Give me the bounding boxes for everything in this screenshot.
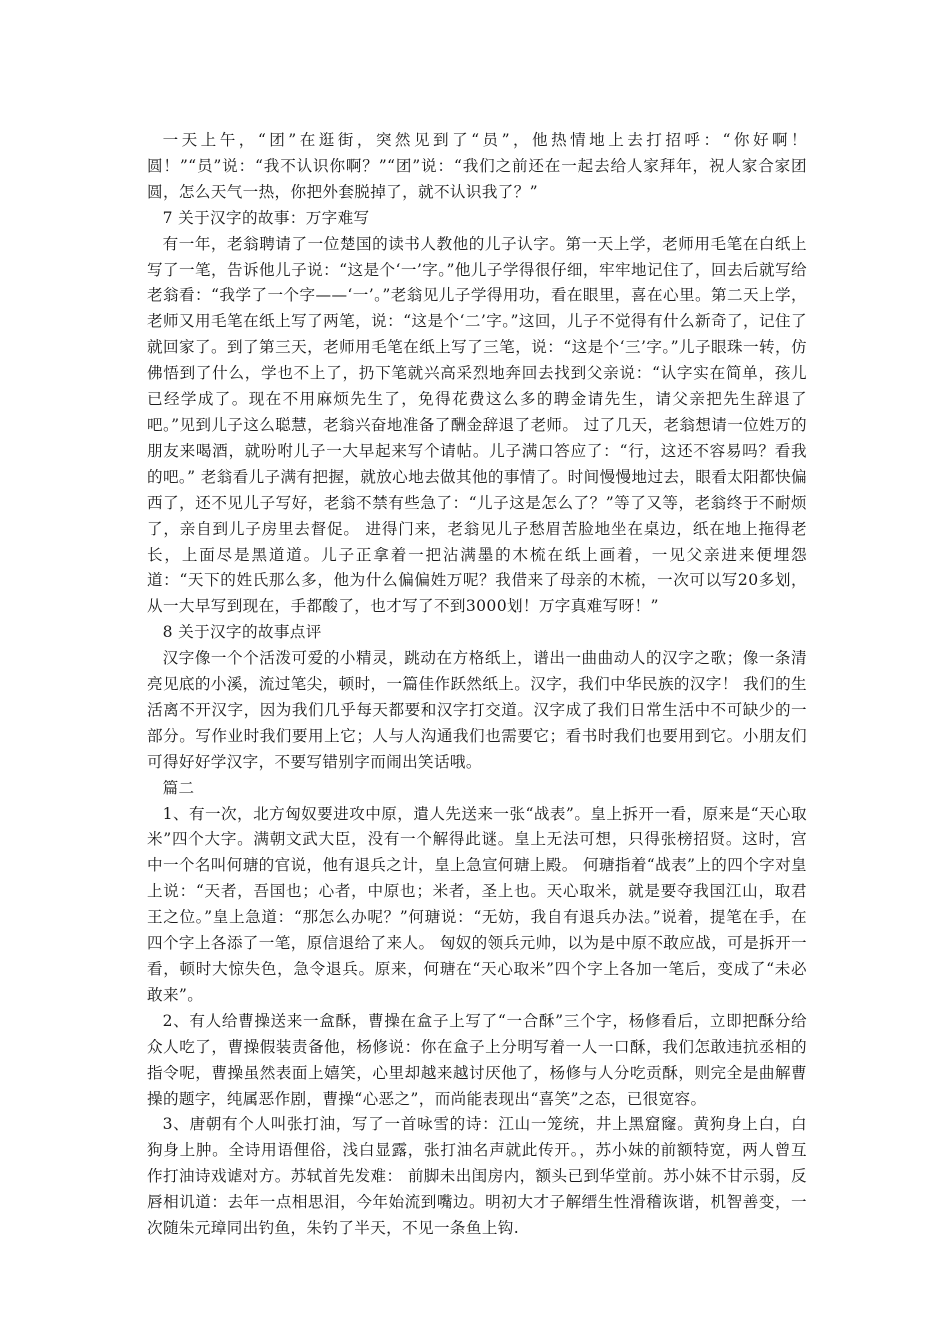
document-body bbox=[147, 128, 807, 1242]
paragraph-commentary: 汉字像一个个活泼可爱的小精灵，跳动在方格纸上，谱出一曲曲动人的汉字之歌；像一条清亮见底的小溪，流过笔尖，顿时，一篇佳作跃然纸上。汉字，我们中华民族的汉字！ 我们的生活离不开汉字，因为我们几乎每天都要和汉字打交道。汉字成了我们日常生活中不可缺少的一部分。写作业时我们要用上它；人与人沟通我们也需要它；看书时我们也要用到它。小朋友们可得好好学汉字，不要写错别字而闹出笑话哦。 bbox=[147, 649, 807, 771]
section-heading-8: 8 关于汉字的故事点评 bbox=[162, 623, 322, 642]
section-heading-7: 7 关于汉字的故事：万字难写 bbox=[162, 208, 370, 227]
paragraph-story-2: 2、有人给曹操送来一盒酥，曹操在盒子上写了“一合酥”三个字，杨修看后，立即把酥分给众人吃了，曹操假装责备他，杨修说：你在盒子上分明写着一人一口酥，我们怎敢违抗丞相的指令呢，曹操虽然表面上嬉笑，心里却越来越讨厌他了，杨修与人分吃贡酥，则完全是曲解曹操的题字，纯属恶作剧，曹操“心恶之”，而尚能表现出“喜笑”之态，已很宽容。 bbox=[147, 1011, 807, 1108]
section-heading-part-two: 篇二 bbox=[162, 778, 195, 797]
paragraph-story-3: 3、唐朝有个人叫张打油，写了一首咏雪的诗：江山一笼统，井上黑窟窿。黄狗身上白，白狗身上肿。全诗用语俚俗，浅白显露，张打油名声就此传开。，苏小妹的前额特宽，两人曾互作打油诗戏谑对方。苏轼首先发难： 前脚未出闺房内，额头已到华堂前。苏小妹不甘示弱，反唇相讥道：去年一点相思泪，今年始流到嘴边。明初大才子解缙生性滑稽诙谐，机智善变，一次随朱元璋同出钓鱼，朱钓了半天，不见一条鱼上钩. bbox=[147, 1115, 807, 1238]
paragraph-tuan-yuan-story: 一天上午，“团”在逛街，突然见到了“员”，他热情地上去打招呼：“你好啊！圆！”“员”说：“我不认识你啊？”“团”说：“我们之前还在一起去给人家拜年，祝人家合家团圆，怎么天气一热，你把外套脱掉了，就不认识我了？” bbox=[147, 131, 807, 201]
paragraph-wan-zi-story: 有一年，老翁聘请了一位楚国的读书人教他的儿子认字。第一天上学，老师用毛笔在白纸上写了一笔，告诉他儿子说：“这是个‘一’字。”他儿子学得很仔细，牢牢地记住了，回去后就写给老翁看：“我学了一个字——‘一’。”老翁见儿子学得用功，看在眼里，喜在心里。第二天上学，老师又用毛笔在纸上写了两笔，说：“这是个‘二’字。”这回，儿子不觉得有什么新奇了，记住了就回家了。到了第三天，老师用毛笔在纸上写了三笔，说：“这是个‘三’字。”儿子眼珠一转，仿佛悟到了什么，学也不上了，扔下笔就兴高采烈地奔回去找到父亲说：“认字实在简单，孩儿已经学成了。现在不用麻烦先生了，免得花费这么多的聘金请先生，请父亲把先生辞退了吧。”见到儿子这么聪慧，老翁兴奋地准备了酬金辞退了老师。 过了几天，老翁想请一位姓万的朋友来喝酒，就吩咐儿子一大早起来写个请帖。儿子满口答应了：“行，这还不容易吗？看我的吧。” 老翁看儿子满有把握，就放心地去做其他的事情了。时间慢慢地过去，眼看太阳都快偏西了，还不见儿子写好，老翁不禁有些急了：“儿子这是怎么了？”等了又等，老翁终于不耐烦了，亲自到儿子房里去督促。 进得门来，老翁见儿子愁眉苦脸地坐在桌边，纸在地上拖得老长，上面尽是黑道道。儿子正拿着一把沾满墨的木梳在纸上画着，一见父亲进来便埋怨道：“天下的姓氏那么多，他为什么偏偏姓万呢？我借来了母亲的木梳，一次可以写20多划，从一大早写到现在，手都酸了，也才写了不到3000划！万字真难写呀！” bbox=[147, 234, 807, 616]
paragraph-story-1: 1、有一次，北方匈奴要进攻中原，遣人先送来一张“战表”。皇上拆开一看，原来是“天心取米”四个大字。满朝文武大臣，没有一个解得此谜。皇上无法可想，只得张榜招贤。这时，宫中一个名叫何瑭的官说，他有退兵之计，皇上急宣何瑭上殿。 何瑭指着“战表”上的四个字对皇上说：“天者，吾国也；心者，中原也；米者，圣上也。天心取米，就是要夺我国江山，取君王之位。”皇上急道：“那怎么办呢？”何瑭说：“无妨，我自有退兵办法。”说着，提笔在手，在四个字上各添了一笔，原信退给了来人。 匈奴的领兵元帅，以为是中原不敢应战，可是拆开一看，顿时大惊失色，急令退兵。原来，何瑭在“天心取米”四个字上各加一笔后，变成了“未必敢来”。 bbox=[147, 804, 807, 1004]
